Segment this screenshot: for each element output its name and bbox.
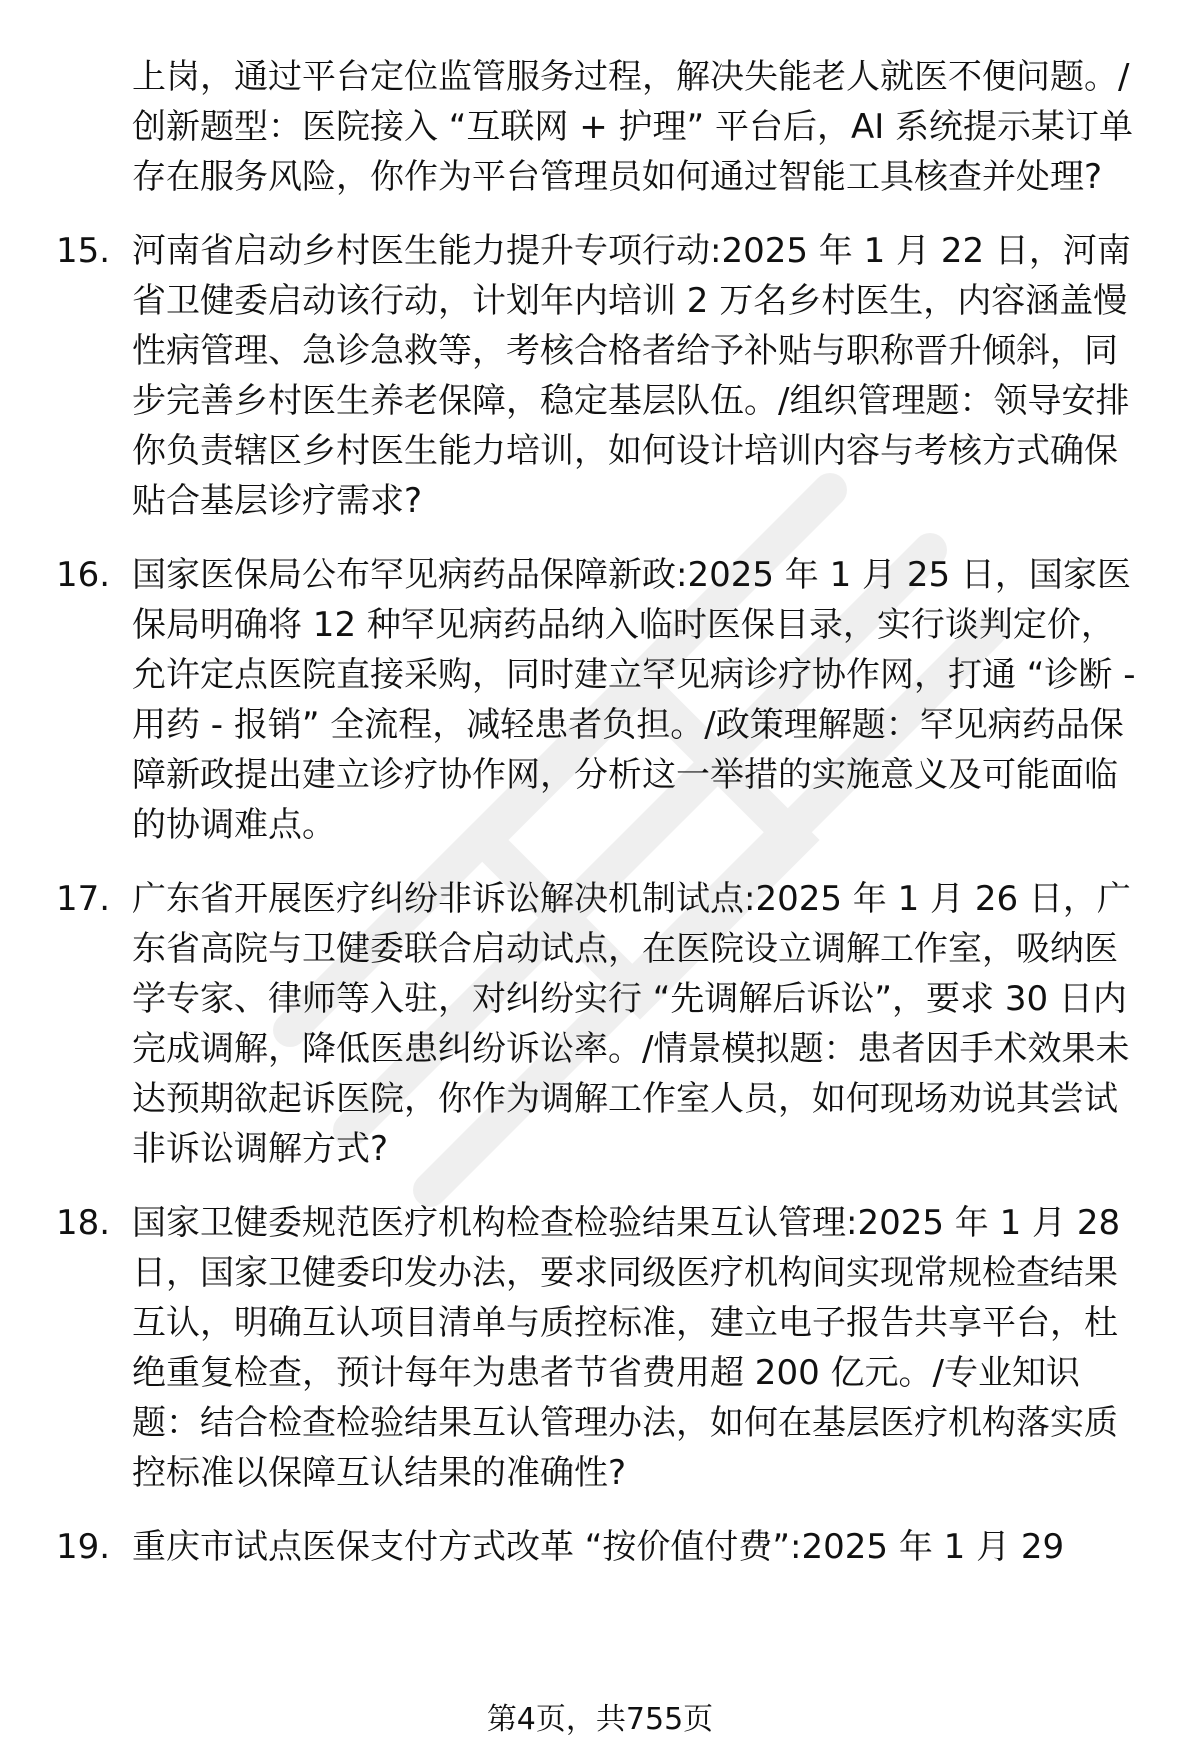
item-text: 国家卫健委规范医疗机构检查检验结果互认管理:2025 年 1 月 28 日，国家卫健委印发办法，要求同级医疗机构间实现常规检查结果互认，明确互认项目清单与质控标准，建立电子报告共享平台，杜绝重复检查，预计每年为患者节省费用超 200 亿元。/专业知识题：结合检查检验结果互认管理办法，如何在基层医疗机构落实质控标准以保障互认结果的准确性?	[132, 1203, 1121, 1493]
item-text: 河南省启动乡村医生能力提升专项行动:2025 年 1 月 22 日，河南省卫健委启动该行动，计划年内培训 2 万名乡村医生，内容涵盖慢性病管理、急诊急救等，考核合格者给予补贴与职称晋升倾斜，同步完善乡村医生养老保障，稳定基层队伍。/组织管理题：领导安排你负责辖区乡村医生能力培训，如何设计培训内容与考核方式确保贴合基层诊疗需求?	[132, 231, 1131, 521]
question-item-19	[0, 1522, 1200, 1572]
item-number: 17.	[56, 879, 111, 919]
question-item-17	[0, 874, 1200, 1174]
continued-paragraph: 上岗，通过平台定位监管服务过程，解决失能老人就医不便问题。/创新题型：医院接入 “互联网 + 护理” 平台后，AI 系统提示某订单存在服务风险，你作为平台管理员如何通过智能工具核查并处理?	[132, 57, 1134, 197]
item-text: 广东省开展医疗纠纷非诉讼解决机制试点:2025 年 1 月 26 日，广东省高院与卫健委联合启动试点，在医院设立调解工作室，吸纳医学专家、律师等入驻，对纠纷实行 “先调解后诉讼”，要求 30 日内完成调解，降低医患纠纷诉讼率。/情景模拟题：患者因手术效果未达预期欲起诉医院，你作为调解工作室人员，如何现场劝说其尝试非诉讼调解方式?	[132, 879, 1131, 1169]
question-item-16	[0, 550, 1200, 850]
page-footer: 第4页，共755页	[486, 1702, 714, 1737]
item-text: 国家医保局公布罕见病药品保障新政:2025 年 1 月 25 日，国家医保局明确将 12 种罕见病药品纳入临时医保目录，实行谈判定价，允许定点医院直接采购，同时建立罕见病诊疗协作网，打通 “诊断 - 用药 - 报销” 全流程，减轻患者负担。/政策理解题：罕见病药品保障新政提出建立诊疗协作网，分析这一举措的实施意义及可能面临的协调难点。	[132, 555, 1136, 845]
item-number: 15.	[56, 231, 111, 271]
question-item-18	[0, 1198, 1200, 1498]
document-body	[0, 52, 1200, 1572]
question-item-15	[0, 226, 1200, 526]
item-number: 19.	[56, 1527, 111, 1567]
item-number: 16.	[56, 555, 111, 595]
item-text: 重庆市试点医保支付方式改革 “按价值付费”:2025 年 1 月 29	[132, 1527, 1065, 1567]
item-number: 18.	[56, 1203, 111, 1243]
